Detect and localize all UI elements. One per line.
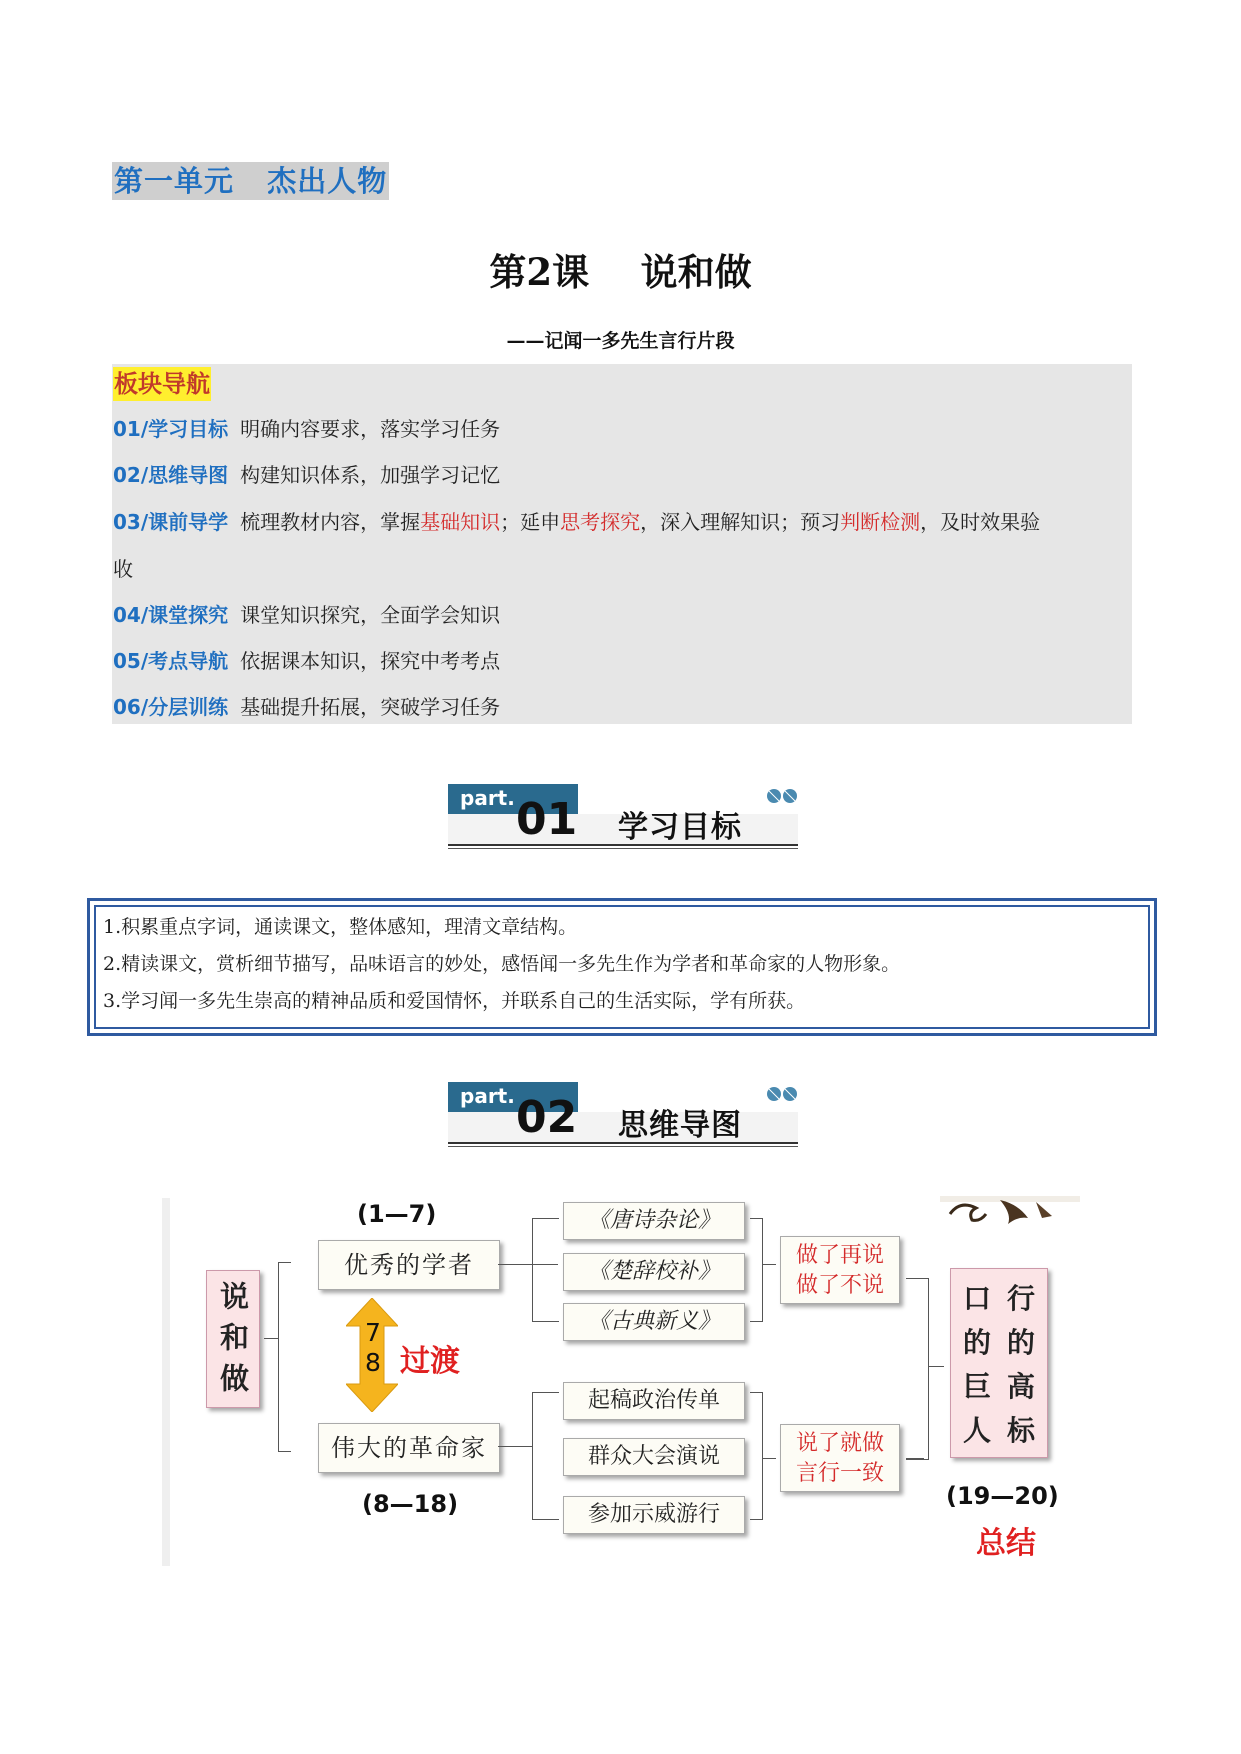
lesson-title: 第2课 说和做 — [489, 250, 752, 294]
mind-map-edge — [162, 1198, 170, 1566]
nav-item-code: 02/思维导图 — [113, 463, 229, 487]
nav-item-06 — [113, 692, 1133, 722]
mind-map-root — [206, 1270, 260, 1408]
root-label: 说和做 — [216, 1281, 250, 1404]
revolutionary-summary — [780, 1424, 900, 1492]
part-02-banner — [448, 1082, 798, 1152]
goal-item: 2.精读课文，赏析细节描写，品味语言的妙处，感悟闻一多先生作为学者和革命家的人物形象。 — [103, 953, 901, 975]
nav-keyword: 思考探究 — [560, 510, 641, 534]
goal-item: 3.学习闻一多先生崇高的精神品质和爱国情怀，并联系自己的生活实际，学有所获。 — [103, 990, 806, 1012]
scholar-node: 优秀的学者 — [318, 1240, 500, 1290]
nav-item-code: 01/学习目标 — [113, 417, 229, 441]
nav-item-02 — [113, 460, 1133, 490]
connector — [532, 1264, 558, 1265]
nav-keyword: 基础知识 — [420, 510, 501, 534]
part-tag: part. — [448, 784, 578, 814]
scholar-range: (1—7) — [357, 1200, 437, 1228]
connector — [750, 1218, 763, 1322]
nav-item-text: ，深入理解知识；预习 — [640, 510, 841, 534]
work-item: 《古典新义》 — [563, 1303, 745, 1341]
nav-item-code: 04/课堂探究 — [113, 603, 229, 627]
nav-item-code: 03/课前导学 — [113, 510, 229, 534]
nav-item-text: 梳理教材内容，掌握 — [240, 510, 421, 534]
connector — [264, 1338, 278, 1339]
action-item: 起稿政治传单 — [563, 1382, 745, 1420]
navigation-heading: 板块导航 — [113, 367, 211, 401]
transition-label: 过渡 — [400, 1344, 460, 1379]
summary-line: 说了就做 — [795, 1431, 884, 1456]
connector — [762, 1458, 776, 1459]
part-01-banner — [448, 784, 798, 854]
connector — [278, 1262, 291, 1452]
part-tag: part. — [448, 1082, 578, 1112]
connector — [532, 1218, 559, 1322]
nav-item-03 — [113, 507, 1133, 537]
unit-title: 第一单元 杰出人物 — [114, 164, 388, 198]
banner-underline-thin — [448, 848, 798, 849]
part-title: 学习目标 — [618, 810, 742, 845]
connector — [498, 1446, 532, 1447]
nav-item-text: 明确内容要求，落实学习任务 — [240, 417, 501, 441]
scholar-summary — [780, 1236, 900, 1304]
revolutionary-range: (8—18) — [362, 1490, 459, 1518]
work-item: 《唐诗杂论》 — [563, 1202, 745, 1240]
transition-paragraphs: 7 8 — [365, 1318, 381, 1377]
nav-item-text: 构建知识体系，加强学习记忆 — [240, 463, 501, 487]
nav-item-04 — [113, 600, 1133, 630]
ink-sketch-decoration-icon — [940, 1192, 1080, 1228]
revolutionary-node: 伟大的革命家 — [318, 1423, 500, 1473]
part-number: 02 — [516, 1092, 578, 1143]
nav-item-text: ，及时效果验 — [920, 510, 1041, 534]
nav-item-text: 依据课本知识，探究中考考点 — [240, 649, 501, 673]
nav-keyword: 判断检测 — [840, 510, 921, 534]
connector — [762, 1264, 776, 1265]
connector — [928, 1366, 944, 1367]
connector — [906, 1278, 929, 1460]
nav-item-code: 05/考点导航 — [113, 649, 229, 673]
conclusion-range: (19—20) — [946, 1482, 1059, 1510]
connector — [498, 1264, 532, 1265]
lesson-subtitle: ——记闻一多先生言行片段 — [506, 330, 735, 352]
conclusion-col2: 行的高标 — [1006, 1282, 1035, 1447]
nav-item-text: 课堂知识探究，全面学会知识 — [240, 603, 501, 627]
nav-item-03-continued: 收 — [113, 557, 133, 581]
nav-item-05 — [113, 646, 1133, 676]
nav-item-text: ；延申 — [500, 510, 561, 534]
action-item: 参加示威游行 — [563, 1496, 745, 1534]
decorative-dots-icon — [766, 1086, 800, 1102]
part-number: 01 — [516, 794, 578, 845]
summary-line: 言行一致 — [795, 1461, 884, 1486]
work-item: 《楚辞校补》 — [563, 1253, 745, 1291]
nav-item-01 — [113, 414, 1133, 444]
nav-item-code: 06/分层训练 — [113, 695, 229, 719]
part-title: 思维导图 — [618, 1108, 742, 1143]
conclusion-label: 总结 — [976, 1526, 1036, 1561]
summary-line: 做了再说 — [795, 1243, 884, 1268]
banner-underline — [448, 844, 798, 846]
action-item: 群众大会演说 — [563, 1438, 745, 1476]
decorative-dots-icon — [766, 788, 800, 804]
summary-line: 做了不说 — [795, 1273, 884, 1298]
conclusion-node — [950, 1268, 1048, 1458]
goal-item: 1.积累重点字词，通读课文，整体感知，理清文章结构。 — [103, 916, 578, 938]
connector — [750, 1392, 763, 1520]
conclusion-col1: 口的巨人 — [962, 1282, 991, 1447]
banner-underline — [448, 1142, 798, 1144]
banner-underline-thin — [448, 1146, 798, 1147]
nav-item-text: 基础提升拓展，突破学习任务 — [240, 695, 501, 719]
connector — [532, 1392, 559, 1520]
